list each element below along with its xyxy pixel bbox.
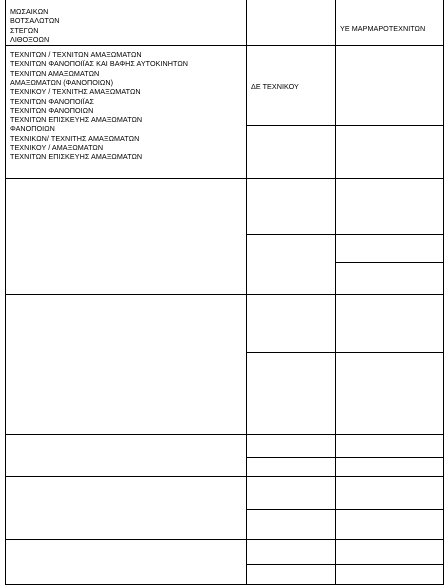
cell-divider	[246, 564, 443, 565]
column-divider	[246, 0, 247, 584]
specialty-line: ΤΕΧΝΙΚΟΥ / ΤΕΧΝΙΤΗΣ ΑΜΑΞΩΜΑΤΩΝ	[10, 87, 141, 97]
cell-divider	[335, 262, 443, 263]
column-divider	[335, 0, 336, 584]
specialty-line: ΤΕΧΝΙΤΩΝ ΕΠΙΣΚΕΥΗΣ ΑΜΑΞΩΜΑΤΩΝ	[10, 152, 143, 162]
specialty-line: ΦΑΝΟΠΟΙΩΝ	[10, 124, 55, 134]
specialty-line: ΤΕΧΝΙΤΩΝ / ΤΕΧΝΙΤΩΝ ΑΜΑΞΩΜΑΤΩΝ	[10, 50, 142, 59]
specialty-line: ΤΕΧΝΙΤΩΝ ΦΑΝΟΠΟΙΩΝ	[10, 105, 94, 115]
specialty-line: ΤΕΧΝΙΚΩΝ/ ΤΕΧΝΙΤΗΣ ΑΜΑΞΩΜΑΤΩΝ	[10, 133, 140, 143]
category-label: ΔΕ ΤΕΧΝΙΚΟΥ	[251, 82, 299, 91]
row-divider	[6, 294, 443, 295]
specialty-line: ΣΤΕΓΩΝ	[10, 25, 39, 35]
specialty-line: ΤΕΧΝΙΤΩΝ ΦΑΝΟΠΟΙΪΑΣ	[10, 96, 95, 106]
row-divider	[6, 45, 443, 46]
cell-divider	[246, 125, 443, 126]
row-divider	[6, 434, 443, 435]
specialty-line: ΤΕΧΝΙΤΩΝ ΑΜΑΞΩΜΑΤΩΝ	[10, 68, 100, 78]
specialty-line: ΤΕΧΝΙΤΩΝ ΦΑΝΟΠΟΙΪΑΣ ΚΑΙ ΒΑΦΗΣ ΑΥΤΟΚΙΝΗΤΩΝ	[10, 59, 188, 69]
specialty-line: ΒΟΤΣΑΛΩΤΩΝ	[10, 16, 60, 26]
specialty-line: ΑΜΑΞΩΜΑΤΩΝ (ΦΑΝΟΠΟΙΩΝ)	[10, 77, 114, 87]
specialty-line: ΤΕΧΝΙΚΟΥ / ΑΜΑΞΩΜΑΤΩΝ	[10, 143, 104, 152]
row-divider	[6, 178, 443, 179]
cell-divider	[246, 352, 443, 353]
specialty-line: ΤΕΧΝΙΤΩΝ ΕΠΙΣΚΕΥΗΣ ΑΜΑΞΩΜΑΤΩΝ	[10, 115, 143, 125]
row-divider	[6, 539, 443, 540]
document-page	[5, 0, 444, 585]
specialty-label: ΥΕ ΜΑΡΜΑΡΟΤΕΧΝΙΤΩΝ	[340, 24, 426, 33]
cell-divider	[246, 509, 443, 510]
specialty-line: ΜΩΣΑΙΚΩΝ	[10, 7, 49, 16]
specialty-line: ΛΙΘΟΞΟΩΝ	[10, 34, 50, 44]
cell-divider	[246, 234, 443, 235]
cell-divider	[246, 457, 443, 458]
row-divider	[6, 476, 443, 477]
